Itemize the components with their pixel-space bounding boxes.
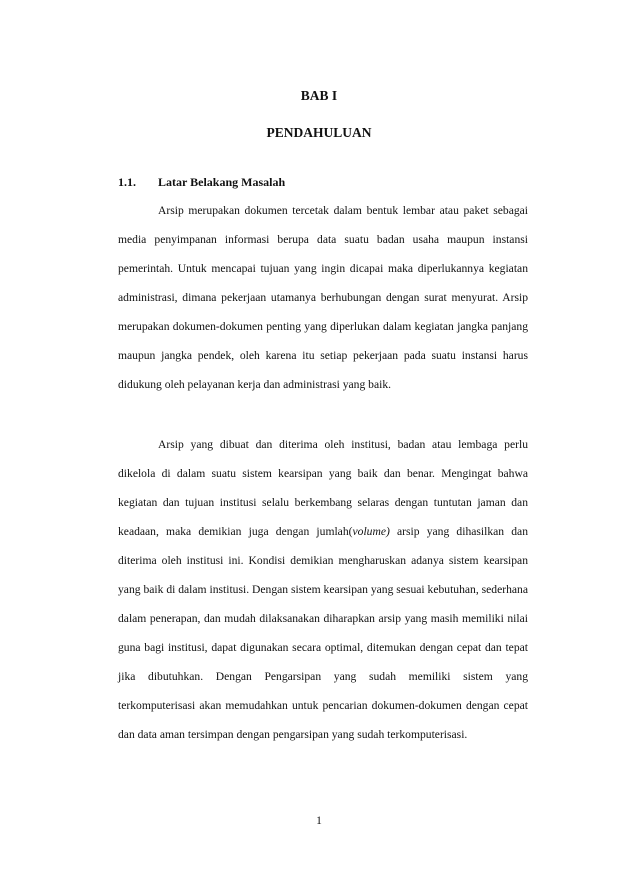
chapter-label: BAB I <box>300 88 338 103</box>
chapter-title: PENDAHULUAN <box>266 125 372 140</box>
paragraph-2-text-a: Arsip yang dibuat dan diterima oleh institusi, badan atau lembaga perlu dikelola di dalam suatu sistem kearsipan yang baik dan benar. Mengingat bahwa kegiatan dan tujuan institusi selalu berkembang selaras dengan tuntutan jaman dan keadaan, maka demikian juga dengan jumlah( <box>118 438 528 538</box>
paragraph-2-italic-term: volume) <box>352 525 390 538</box>
section-heading <box>118 175 285 190</box>
paragraph-1-text: Arsip merupakan dokumen tercetak dalam bentuk lembar atau paket sebagai media penyimpanan informasi berupa data suatu badan usaha maupun instansi pemerintah. Untuk mencapai tujuan yang ingin dicapai maka diperlukannya kegiatan administrasi, dimana pekerjaan utamanya berhubungan dengan surat menyurat. Arsip merupakan dokumen-dokumen penting yang diperlukan dalam kegiatan jangka panjang maupun jangka pendek, oleh karena itu setiap pekerjaan pada suatu instansi harus didukung oleh pelayanan kerja dan administrasi yang baik. <box>118 204 528 391</box>
section-number: 1.1. <box>118 175 136 189</box>
paragraph-2-text-b: arsip yang dihasilkan dan diterima oleh institusi ini. Kondisi demikian mengharuskan adanya sistem kearsipan yang baik di dalam institusi. Dengan sistem kearsipan yang sesuai kebutuhan, sederhana dalam penerapan, dan mudah dilaksanakan diharapkan arsip yang masih memiliki nilai guna bagi institusi, dapat digunakan secara optimal, ditemukan dengan cepat dan tepat jika dibutuhkan. Dengan Pengarsipan yang sudah memiliki sistem yang terkomputerisasi akan memudahkan untuk pencarian dokumen-dokumen dengan cepat dan data aman tersimpan dengan pengarsipan yang sudah terkomputerisasi. <box>118 525 529 741</box>
page-number: 1 <box>316 815 322 827</box>
section-title: Latar Belakang Masalah <box>158 175 286 189</box>
paragraph-2 <box>118 430 528 749</box>
paragraph-1 <box>118 196 528 399</box>
